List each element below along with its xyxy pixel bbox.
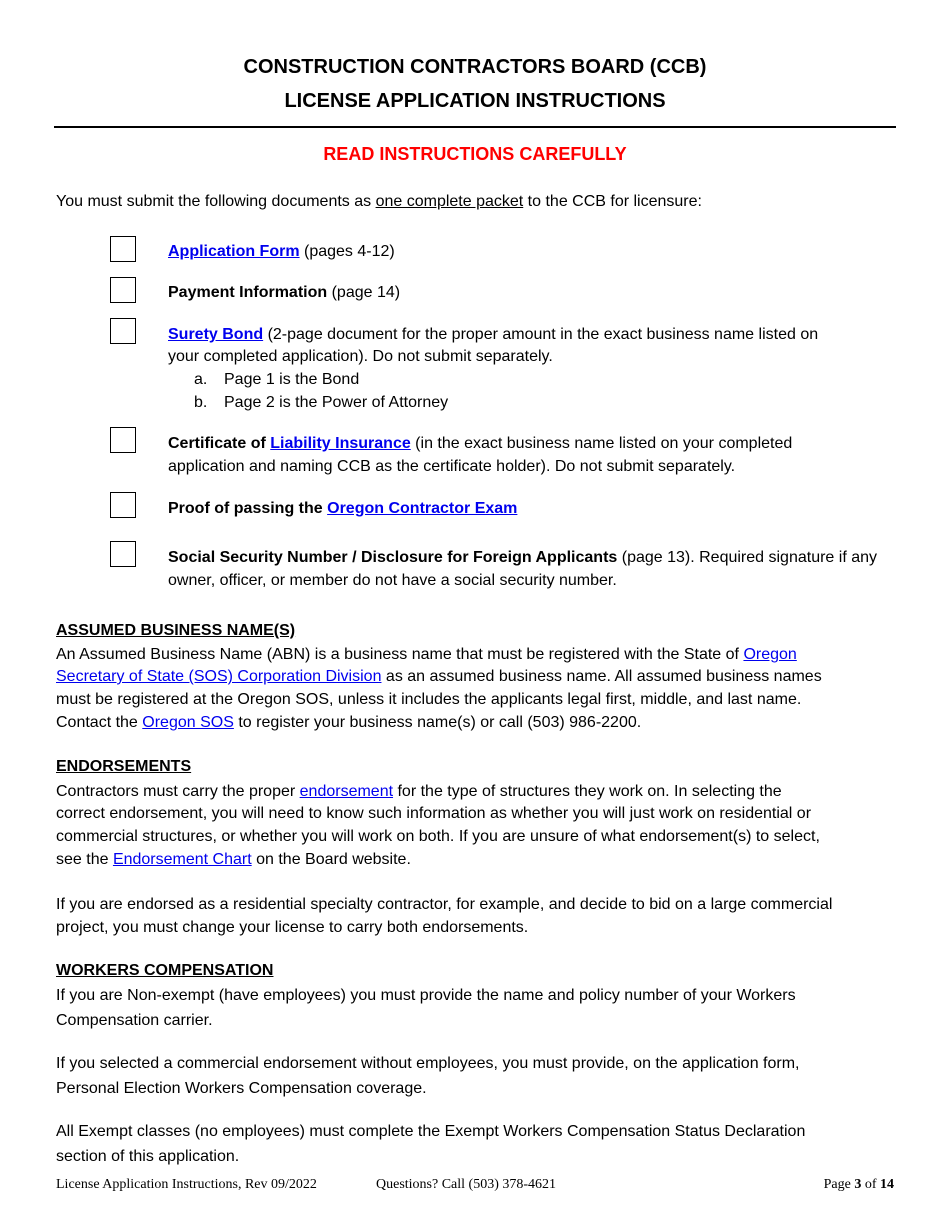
ssn-disclosure-label: Social Security Number / Disclosure for Foreign Applicants bbox=[168, 549, 618, 566]
item4-rest-line1: (in the exact business name listed on your completed bbox=[410, 435, 793, 452]
end-l1-before: Contractors must carry the proper bbox=[56, 783, 300, 800]
certificate-label: Certificate of bbox=[168, 435, 271, 452]
workers-comp-heading: WORKERS COMPENSATION bbox=[56, 962, 274, 979]
application-form-link[interactable]: Application Form bbox=[168, 243, 300, 260]
abn-l4-after: to register your business name(s) or call (503) 986-2200. bbox=[233, 714, 642, 731]
end-l4-after: on the Board website. bbox=[251, 851, 411, 868]
endorsements-line4 bbox=[56, 849, 411, 872]
surety-bond-link[interactable]: Surety Bond bbox=[168, 326, 264, 343]
endorsements-p2-line1: If you are endorsed as a residential specialty contractor, for example, and decide to bid on a large commercial bbox=[56, 896, 833, 913]
item4-line2: application and naming CCB as the certificate holder). Do not submit separately. bbox=[168, 458, 736, 475]
checkbox-payment-information[interactable] bbox=[110, 277, 136, 303]
endorsements-line3: commercial structures, or whether you will work on both. If you are unsure of what endorsement(s) to select, bbox=[56, 828, 820, 845]
workers-p3-line2: section of this application. bbox=[56, 1148, 240, 1165]
end-l1-after: for the type of structures they work on. In selecting the bbox=[393, 783, 782, 800]
workers-p3-line1: All Exempt classes (no employees) must complete the Exempt Workers Compensation Status Declaration bbox=[56, 1123, 806, 1140]
checklist-item-payment-information bbox=[168, 282, 400, 305]
oregon-sos-division-link-part2[interactable]: Secretary of State (SOS) Corporation Division bbox=[56, 668, 382, 685]
sub-item-a: Page 1 is the Bond bbox=[224, 371, 360, 388]
checkbox-liability-insurance[interactable] bbox=[110, 427, 136, 453]
proof-label: Proof of passing the bbox=[168, 500, 328, 517]
liability-insurance-link[interactable]: Liability Insurance bbox=[270, 435, 411, 452]
item6-rest-line1: (page 13). Required signature if any bbox=[617, 549, 878, 566]
endorsements-line1 bbox=[56, 781, 782, 804]
intro-before: You must submit the following documents as bbox=[56, 193, 376, 210]
item1-rest: (pages 4-12) bbox=[299, 243, 395, 260]
checklist-item-contractor-exam bbox=[168, 498, 517, 521]
abn-l1-text: An Assumed Business Name (ABN) is a business name that must be registered with the State of bbox=[56, 646, 744, 663]
footer-questions: Questions? Call (503) 378-4621 bbox=[376, 1177, 557, 1192]
footer-page-number bbox=[824, 1177, 894, 1193]
endorsements-heading: ENDORSEMENTS bbox=[56, 758, 192, 775]
oregon-contractor-exam-link[interactable]: Oregon Contractor Exam bbox=[327, 500, 518, 517]
intro-after: to the CCB for licensure: bbox=[523, 193, 702, 210]
footer-revision: License Application Instructions, Rev 09/2022 bbox=[56, 1177, 317, 1192]
header-divider bbox=[54, 126, 896, 128]
checklist-item-liability-insurance bbox=[168, 433, 792, 456]
read-carefully-heading: READ INSTRUCTIONS CAREFULLY bbox=[323, 144, 627, 164]
endorsement-chart-link[interactable]: Endorsement Chart bbox=[112, 851, 252, 868]
workers-p2-line1: If you selected a commercial endorsement without employees, you must provide, on the application form, bbox=[56, 1055, 800, 1072]
intro-text bbox=[56, 191, 702, 214]
checklist-item-application-form bbox=[168, 241, 395, 264]
page-title: CONSTRUCTION CONTRACTORS BOARD (CCB) bbox=[243, 56, 707, 78]
workers-p1-line2: Compensation carrier. bbox=[56, 1012, 213, 1029]
page-of: of bbox=[861, 1177, 880, 1192]
item6-line2: owner, officer, or member do not have a social security number. bbox=[168, 572, 617, 589]
page-prefix: Page bbox=[823, 1177, 855, 1192]
abn-heading: ASSUMED BUSINESS NAME(S) bbox=[56, 622, 296, 639]
sub-item-b-marker: b. bbox=[194, 394, 208, 411]
page-subtitle: LICENSE APPLICATION INSTRUCTIONS bbox=[284, 90, 666, 112]
checkbox-ssn-disclosure[interactable] bbox=[110, 541, 136, 567]
page-total: 14 bbox=[880, 1177, 894, 1192]
end-l4-before: see the bbox=[56, 851, 113, 868]
checkbox-application-form[interactable] bbox=[110, 236, 136, 262]
item3-rest-line1: (2-page document for the proper amount in the exact business name listed on bbox=[263, 326, 819, 343]
checkbox-contractor-exam[interactable] bbox=[110, 492, 136, 518]
payment-information-label: Payment Information bbox=[168, 284, 328, 301]
abn-l4-before: Contact the bbox=[56, 714, 143, 731]
abn-line4 bbox=[56, 712, 641, 735]
endorsements-line2: correct endorsement, you will need to know such information as whether you will just work on residential or bbox=[56, 805, 812, 822]
item3-line2: your completed application). Do not submit separately. bbox=[168, 348, 553, 365]
sub-item-a-marker: a. bbox=[194, 371, 208, 388]
oregon-sos-link[interactable]: Oregon SOS bbox=[142, 714, 234, 731]
sub-item-b: Page 2 is the Power of Attorney bbox=[224, 394, 449, 411]
checkbox-surety-bond[interactable] bbox=[110, 318, 136, 344]
workers-p2-line2: Personal Election Workers Compensation coverage. bbox=[56, 1080, 427, 1097]
oregon-sos-division-link-part1[interactable]: Oregon bbox=[743, 646, 797, 663]
page-current: 3 bbox=[854, 1177, 862, 1192]
checklist-item-ssn-disclosure bbox=[168, 547, 877, 570]
checklist-item-surety-bond bbox=[168, 324, 818, 347]
endorsements-p2-line2: project, you must change your license to carry both endorsements. bbox=[56, 919, 529, 936]
endorsement-link[interactable]: endorsement bbox=[299, 783, 394, 800]
item2-rest: (page 14) bbox=[327, 284, 401, 301]
abn-line3: must be registered at the Oregon SOS, unless it includes the applicants legal first, middle, and last name. bbox=[56, 691, 802, 708]
abn-line2 bbox=[56, 666, 822, 689]
workers-p1-line1: If you are Non-exempt (have employees) you must provide the name and policy number of your Workers bbox=[56, 987, 796, 1004]
abn-line1 bbox=[56, 644, 797, 667]
abn-l2-text: as an assumed business name. All assumed business names bbox=[381, 668, 822, 685]
intro-underlined: one complete packet bbox=[375, 193, 524, 210]
